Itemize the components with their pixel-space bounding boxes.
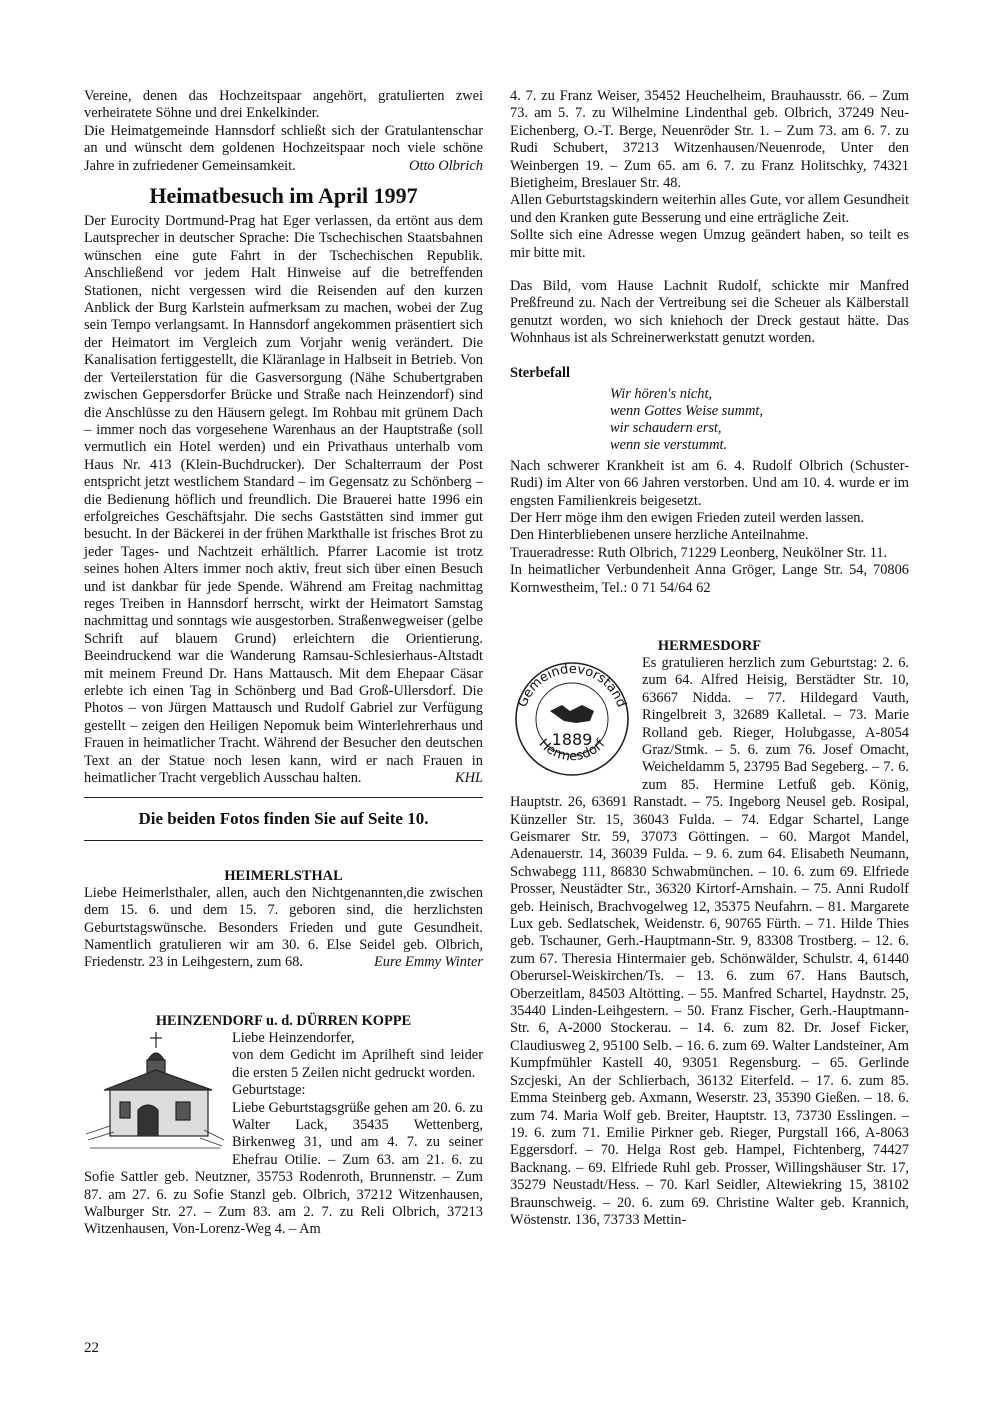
- intro-paragraph: Vereine, denen das Hochzeitspaar angehört, gratulierten zwei verheiratete Söhne und drei Enkelkinder.: [84, 88, 483, 122]
- death-notice: Nach schwerer Krankheit ist am 6. 4. Rudolf Olbrich (Schuster-Rudi) im Alter von 66 Jahren verstorben. Und am 10. 4. wurde er im engsten Familienkreis beigesetzt.: [510, 457, 909, 509]
- seal-bottom-text: Hermesdorf: [535, 736, 609, 765]
- address-change-note: Sollte sich eine Adresse wegen Umzug geändert haben, so teilt es mir bitte mit.: [510, 227, 909, 261]
- spacer: [84, 972, 483, 1012]
- box-top-rule: [84, 797, 483, 798]
- heimerlsthal-text: Liebe Heimerlsthaler, allen, auch den Nichtgenannten,die zwischen dem 15. 6. und dem 15. 7. geboren sind, die herzlichsten Geburtstagswünsche. Besonders Frieden und gute Gesundheit. Namentlich gratulieren wir am 30. 6. Else Seidel geb. Olbrich, Friedenstr. 23 in Leihgestern, zum 68.: [84, 884, 483, 971]
- spacer: [84, 851, 483, 867]
- heinzendorf-heading: HEINZENDORF u. d. DÜRREN KOPPE: [155, 1012, 412, 1029]
- death-prayer: Der Herr möge ihm den ewigen Frieden zuteil werden lassen.: [510, 509, 865, 526]
- spacer: [510, 262, 909, 278]
- visit-signature: KHL: [455, 770, 483, 787]
- municipal-seal-icon: [510, 659, 634, 777]
- congrats-signature: Otto Olbrich: [409, 157, 483, 174]
- hermesdorf-birthdays: Es gratulieren herzlich zum Geburtstag: 2. 6. zum 64. Alfred Heisig, Berstädter Str. 10, 63667 Nidda. – 77. Hildegard Vauth, Ringelbreit 3, 32689 Kalletal. – 73. Marie Rolland geb. Rieger, Holubgasse, A-8054 Graz/Stmk. – 5. 6. zum 76. Josef Omacht, Weicheldamm 5, 23795 Bad Segeberg. – 7. 6. zum 85. Hermine Letfuß geb. König, Hauptstr. 26, 63691 Ranstadt. – 75. Ingeborg Neusel geb. Rosipal, Künzeller Str. 15, 36043 Fulda. – 74. Edgar Schartel, Lange Geismarer Str. 59, 37073 Göttingen. – 60. Margot Mandel, Adenauerstr. 14, 36039 Fulda. – 9. 6. zum 64. Elisabeth Neumann, Schwabegg 111, 86830 Schwabmünchen. – 10. 6. zum 69. Elfriede Prosser, Neustädter Str., 36320 Kirtorf-Arnshain. – 75. Anni Rudolf geb. Heinisch, Brachvogelweg 12, 35375 Neufahrn. – 81. Margarete Lux geb. Sedlatschek, Weidenstr. 6, 90765 Fürth. – 71. Hilde Thies geb. Tschauner, Gerh.-Hauptmann-Str. 9, 83308 Trostberg. – 12. 6. zum 67. Theresia Hintermaier geb. Schönwälder, Schulstr. 4, 61440 Oberursel-Weiskirchen/Ts. – 13. 6. zum 67. Hans Bautsch, Oberzeitlam, 84503 Altötting. – 55. Manfred Schartel, Haydnstr. 25, 35440 Linden-Leihgestern. – 50. Franz Fischer, Gerh.-Hauptmann-Str. 6, A-2000 Stockerau. – 14. 6. zum 82. Dr. Josef Ficker, Claudiusweg 2, 95100 Selb. – 16. 6. zum 69. Walter Landsteiner, Am Kumpfmühler Kastell 40, 93051 Regensburg. – 65. Gerlinde Szcjeski, An der Schlierbach, 36132 Eiterfeld. – 17. 6. zum 85. Emma Steinberg geb. Axmann, Weserstr. 23, 35390 Gießen. – 18. 6. zum 74. Maria Wolf geb. Breiter, Hauptstr. 13, 73730 Esslingen. – 19. 6. zum 71. Emilie Pirkner geb. Rieger, Purgstall 166, A-8063 Eggersdorf. – 70. Helga Rost geb. Hampel, Fichtenberg, 74427 Backnang. – 69. Elfriede Ruhl geb. Prosser, Willingshäuser Str. 17, 35279 Neustadt/Hess. – 70. Karl Seidler, Altewiekring 15, 38102 Braunschweig. – 20. 6. zum 69. Christine Walter geb. Krannich, Wöstenstr. 136, 73733 Mettin-: [510, 654, 909, 1228]
- poem: [610, 386, 909, 454]
- sign-off: In heimatlicher Verbundenheit Anna Gröger, Lange Str. 54, 70806 Kornwestheim, Tel.: 0 71 54/64 62: [510, 562, 909, 596]
- seal-top-text: Gemeindevorstand: [515, 661, 629, 710]
- poem-line: wir schaudern erst,: [610, 419, 722, 436]
- heinzendorf-greeting: Liebe Heinzendorfer,: [232, 1029, 355, 1046]
- box-bottom-rule: [84, 840, 483, 841]
- congrats-text: Die Heimatgemeinde Hannsdorf schließt sich der Gratulantenschar an und wünscht dem goldenen Hochzeitspaar noch viele schöne Jahre in zufriedener Gemeinsamkeit.: [84, 122, 483, 174]
- death-sympathy: Den Hinterbliebenen unsere herzliche Anteilnahme.: [510, 527, 809, 544]
- continued-birthdays: 4. 7. zu Franz Weiser, 35452 Heuchelheim, Brauhausstr. 66. – Zum 73. am 5. 7. zu Wilhelmine Lindenthal geb. Olbrich, 37249 Neu-Eichenberg, O.-T. Berge, Neuenröder Str. 1. – Zum 73. am 6. 7. zu Rudi Schubert, 37213 Witzenhausen/Neuenrode, Unter den Weinbergen 19. – Zum 65. am 6. 7. zu Franz Holitschky, 74321 Bietigheim, Breslauer Str. 48.: [510, 88, 909, 192]
- visit-article: [84, 213, 483, 787]
- spacer: [510, 597, 909, 637]
- svg-text:Gemeindevorstand: [515, 662, 628, 709]
- left-column: [84, 88, 483, 1239]
- poem-line: wenn Gottes Weise summt,: [610, 402, 763, 419]
- handshake-icon: [550, 705, 594, 723]
- poem-line: wenn sie verstummt.: [610, 436, 728, 453]
- seal-year: 1889: [551, 729, 593, 749]
- heimerlsthal-heading: HEIMERLSTHAL: [224, 867, 343, 884]
- death-heading: Sterbefall: [510, 364, 570, 381]
- photo-note: Das Bild, vom Hause Lachnit Rudolf, schickte mir Manfred Preßfreund zu. Nach der Vertreibung sei die Scheuer als Kälberstall genutzt worden, wo sich kniehoch der Dreck gestaut hätte. Das Wohnhaus ist als Schreinerwerkstatt genutzt worden.: [510, 278, 909, 347]
- visit-heading: Heimatbesuch im April 1997: [149, 183, 418, 209]
- hermesdorf-heading: HERMESDORF: [657, 637, 762, 654]
- page-number: 22: [84, 1340, 99, 1356]
- death-address: Traueradresse: Ruth Olbrich, 71229 Leonberg, Neukölner Str. 11.: [510, 544, 888, 561]
- heinzendorf-note: von dem Gedicht im Aprilheft sind leider die ersten 5 Zeilen nicht gedruckt worden.: [232, 1047, 483, 1081]
- poem-line: Wir hören's nicht,: [610, 385, 713, 402]
- visit-text: Der Eurocity Dortmund-Prag hat Eger verlassen, da ertönt aus dem Lautsprecher in deutscher Sprache: Die Tschechischen Staatsbahnen wünschen eine gute Fahrt in der Tschechischen Republik. Anschließend vor jedem Halt Hinweise auf die betreffenden Stationen, nicht vergessen wird die Reisenden auf den kurzen Anblick der Burg Karlstein aufmerksam zu machen, wobei der Zug sein Tempo verlangsamt. In Hannsdorf angekommen präsentiert sich der Heimatort im Vergleich zum Vorjahr wenig verändert. Die Kanalisation fertiggestellt, die Kläranlage in Halbseit in Betrieb. Von der Verteilerstation für die Gasversorgung (Nähe Schubertgraben zwischen Geppersdorfer Brücke und Straße nach Heinzendorf) sind die Anschlüsse zu den Häusern gelegt. Im Rohbau mit grünem Dach – immer noch das vorgesehene Warenhaus an der Hauptstraße (soll vermutlich ein Hotel werden) und ein Privathaus unterhalb vom Haus Nr. 413 (Klein-Buchdrucker). Der Schalterraum der Post entspricht jetzt westlichem Standard – im Gegensatz zu Schönberg – die Bedienung höflich und freundlich. Die Brauerei hatte 1996 ein erfolgreiches Geschäftsjahr. Die sechs Gaststätten sind immer gut besucht. In der Bäckerei in der frühen Markthalle ist frisches Brot zu jeder Tages- und Nachtzeit erhältlich. Pfarrer Lacomie ist trotz seines hohen Alters immer noch aktiv, freut sich über einen Besuch und ist dankbar für jede Spende. Während am Freitag nachmittag reges Treiben in Hannsdorf herrscht, wirkt der Heimatort Samstag nachmittag und sonntags wie ausgestorben. Straßenwegweiser (gelbe Schrift auf blauem Grund) erleichtern die Orientierung. Beeindruckend war die Wanderung Ramsau-Schlesierhaus-Altstadt mit meinem Freund Dr. Hans Mattausch. Mit dem Ehepaar Cäsar erlebte ich einen Tag in Schönberg und Bad Groß-Ullersdorf. Die Photos – von Jürgen Mattausch und Rudolf Gabriel zur Verfügung gestellt – zeigen den Heiligen Nepomuk beim Winterlehrerhaus und Frauen in heimatlicher Tracht. Während der Besucher den deutschen Text an der Statue noch lesen kann, wird er nach Frauen in heimatlicher Tracht vergeblich Ausschau halten.: [84, 213, 483, 787]
- heinzendorf-bday-label: Geburtstage:: [232, 1082, 306, 1099]
- chapel-illustration: [84, 1030, 226, 1152]
- heimerlsthal-article: [84, 885, 483, 972]
- spacer: [510, 348, 909, 364]
- heimerlsthal-signature: Eure Emmy Winter: [374, 954, 483, 971]
- photo-notice: Die beiden Fotos finden Sie auf Seite 10.: [138, 809, 429, 829]
- right-column: [510, 88, 909, 1229]
- wishes-paragraph: Allen Geburtstagskindern weiterhin alles Gute, vor allem Gesundheit und den Kranken gute Besserung und eine erträgliche Zeit.: [510, 192, 909, 226]
- heinzendorf-birthdays: Liebe Geburtstagsgrüße gehen am 20. 6. zu Walter Lack, 35435 Wettenberg, Birkenweg 31, und am 4. 7. zu seiner Ehefrau Otilie. – Zum 63. am 21. 6. zu Sofie Sattler geb. Neutzner, 35753 Rodenroth, Brunnenstr. – Zum 87. am 27. 6. zu Sofie Stanzl geb. Olbrich, 37212 Witzenhausen, Walburger Str. 27. – Zum 83. am 2. 7. zu Reli Olbrich, 37213 Witzenhausen, Von-Lorenz-Weg 4. – Am: [84, 1099, 483, 1238]
- congrats-paragraph: [84, 123, 483, 175]
